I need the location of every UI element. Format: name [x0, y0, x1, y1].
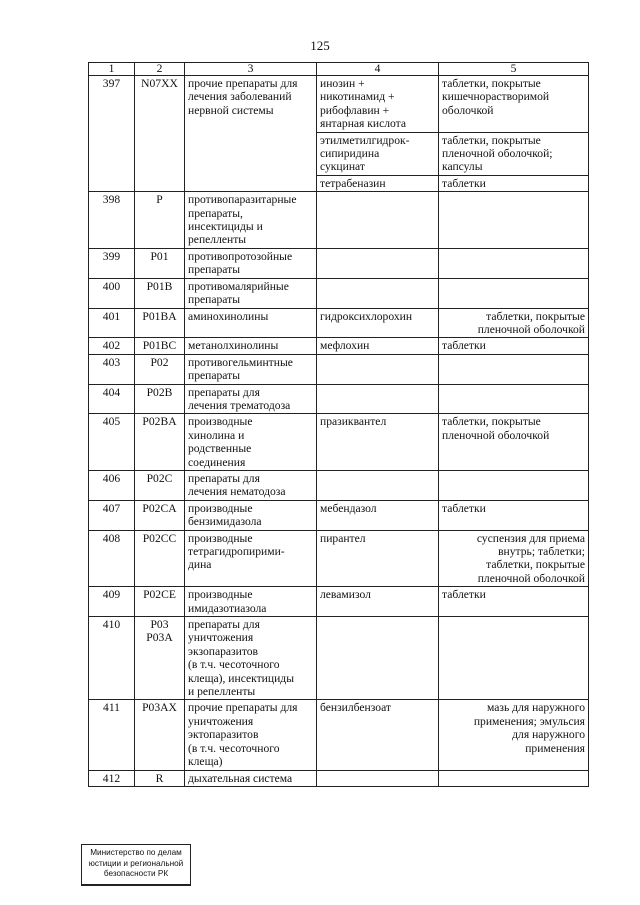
group-name-line: репелленты	[188, 233, 247, 247]
group-name-line: уничтожения	[188, 714, 254, 728]
dosage-form	[439, 530, 589, 587]
group-name-line: препараты для	[188, 618, 260, 632]
group-name-line: тетрагидропирими-	[188, 545, 285, 558]
table-row	[89, 470, 589, 500]
table-row	[89, 76, 589, 133]
group-name-line: препараты для	[188, 471, 260, 485]
substance-name-line: янтарная кислота	[320, 117, 407, 131]
table-row	[89, 414, 589, 471]
substance-name-line: инозин +	[320, 77, 365, 90]
group-name	[185, 338, 317, 354]
table-row	[89, 278, 589, 308]
row-number: 408	[89, 530, 135, 587]
group-name-line: дыхательная система	[188, 771, 293, 785]
table-row	[89, 770, 589, 786]
dosage-form-line: капсулы	[442, 160, 483, 174]
dosage-form	[439, 587, 589, 617]
drug-table	[88, 62, 589, 787]
group-name-line: препараты	[188, 293, 240, 307]
column-header: 1	[89, 63, 135, 76]
atc-code: R	[135, 770, 185, 786]
group-name-line: прочие препараты для	[188, 77, 298, 90]
group-name-line: лечения заболеваний	[188, 90, 292, 104]
stamp-line: Министерство по делам	[90, 848, 182, 857]
group-name-line: экзопаразитов	[188, 644, 259, 658]
dosage-form	[439, 617, 589, 700]
substance-name	[317, 338, 439, 354]
group-name-line: инсектициды и	[188, 220, 263, 234]
row-number: 412	[89, 770, 135, 786]
atc-code: P02	[135, 354, 185, 384]
row-number: 397	[89, 76, 135, 192]
group-name-line: клеща)	[188, 755, 223, 769]
substance-name	[317, 354, 439, 384]
dosage-form	[439, 175, 589, 191]
group-name	[185, 470, 317, 500]
group-name-line: прочие препараты для	[188, 701, 298, 715]
group-name-line: противомалярийные	[188, 279, 289, 293]
table-row	[89, 308, 589, 338]
substance-name-line: тетрабеназин	[320, 176, 386, 190]
group-name-line: соединения	[188, 455, 246, 469]
dosage-form-line: мазь для наружного	[487, 701, 585, 715]
dosage-form-line: таблетки	[442, 339, 486, 353]
group-name	[185, 192, 317, 249]
group-name-line: противогельминтные	[188, 355, 293, 369]
group-name	[185, 384, 317, 414]
dosage-form	[439, 470, 589, 500]
atc-code: P01BA	[135, 308, 185, 338]
substance-name-line: рибофлавин +	[320, 103, 390, 117]
substance-name-line: сукцинат	[320, 160, 365, 174]
atc-code: P	[135, 192, 185, 249]
group-name-line: родственные	[188, 442, 252, 456]
substance-name	[317, 770, 439, 786]
row-number: 407	[89, 500, 135, 530]
dosage-form	[439, 354, 589, 384]
table-row	[89, 384, 589, 414]
table-row	[89, 700, 589, 770]
row-number: 404	[89, 384, 135, 414]
atc-code: P02CC	[135, 530, 185, 587]
group-name-line: уничтожения	[188, 631, 254, 645]
substance-name-line: мефлохин	[320, 339, 370, 353]
atc-code: P02CE	[135, 587, 185, 617]
substance-name-line: мебендазол	[320, 501, 377, 515]
group-name	[185, 354, 317, 384]
group-name	[185, 530, 317, 587]
dosage-form-line: таблетки, покрытые	[442, 415, 541, 429]
group-name-line: препараты для	[188, 385, 260, 399]
substance-name-line: сипиридина	[320, 147, 380, 161]
group-name	[185, 770, 317, 786]
substance-name	[317, 700, 439, 770]
table-row	[89, 338, 589, 354]
group-name-line: клеща), инсектициды	[188, 671, 294, 685]
dosage-form-line: оболочкой	[442, 103, 494, 117]
group-name-line: нервной системы	[188, 103, 274, 117]
dosage-form-line: таблетки	[442, 501, 486, 515]
group-name-line: лечения трематодоза	[188, 398, 291, 412]
group-name-line: производные	[188, 531, 253, 545]
substance-name-line: бензилбензоат	[320, 701, 391, 715]
row-number: 410	[89, 617, 135, 700]
dosage-form-line: таблетки	[442, 588, 486, 602]
dosage-form	[439, 700, 589, 770]
substance-name	[317, 248, 439, 278]
table-row	[89, 192, 589, 249]
group-name-line: и репелленты	[188, 685, 256, 699]
stamp-line: безопасности РК	[103, 869, 169, 878]
table-row	[89, 248, 589, 278]
group-name	[185, 617, 317, 700]
substance-name	[317, 308, 439, 338]
dosage-form-line: таблетки	[442, 176, 486, 190]
substance-name-line: празиквантел	[320, 415, 387, 429]
group-name-line: производные	[188, 588, 253, 602]
group-name	[185, 500, 317, 530]
substance-name	[317, 132, 439, 175]
dosage-form	[439, 76, 589, 133]
dosage-form-line: таблетки, покрытые	[486, 558, 585, 572]
substance-name	[317, 414, 439, 471]
group-name-line: хинолина и	[188, 428, 245, 442]
atc-code: P02C	[135, 470, 185, 500]
substance-name	[317, 175, 439, 191]
dosage-form-line: кишечнорастворимой	[442, 90, 550, 104]
group-name-line: производные	[188, 415, 253, 429]
substance-name	[317, 192, 439, 249]
atc-code: N07XX	[135, 76, 185, 192]
dosage-form	[439, 414, 589, 471]
dosage-form	[439, 500, 589, 530]
group-name	[185, 587, 317, 617]
atc-code: P02B	[135, 384, 185, 414]
dosage-form-line: таблетки, покрытые	[442, 133, 541, 147]
substance-name	[317, 76, 439, 133]
column-header: 4	[317, 63, 439, 76]
dosage-form	[439, 248, 589, 278]
group-name-line: аминохинолины	[188, 309, 269, 323]
group-name-line: дина	[188, 558, 212, 572]
atc-code: P01B	[135, 278, 185, 308]
dosage-form-line: пленочной оболочкой;	[442, 147, 553, 161]
group-name-line: бензимидазола	[188, 515, 262, 529]
row-number: 409	[89, 587, 135, 617]
group-name-line: препараты,	[188, 206, 243, 220]
substance-name	[317, 500, 439, 530]
substance-name	[317, 530, 439, 587]
group-name	[185, 248, 317, 278]
dosage-form-line: внутрь; таблетки;	[498, 545, 585, 558]
group-name-line: лечения нематодоза	[188, 485, 286, 499]
substance-name	[317, 384, 439, 414]
atc-code: P01BC	[135, 338, 185, 354]
group-name-line: имидазотиазола	[188, 601, 267, 615]
atc-code: P02CA	[135, 500, 185, 530]
table-row	[89, 617, 589, 700]
ministry-stamp	[81, 844, 191, 886]
table-row	[89, 500, 589, 530]
column-header: 3	[185, 63, 317, 76]
dosage-form	[439, 308, 589, 338]
substance-name	[317, 470, 439, 500]
dosage-form	[439, 770, 589, 786]
row-number: 399	[89, 248, 135, 278]
table-row	[89, 354, 589, 384]
row-number: 406	[89, 470, 135, 500]
dosage-form	[439, 278, 589, 308]
dosage-form-line: для наружного	[512, 728, 585, 742]
row-number: 411	[89, 700, 135, 770]
page-number: 125	[310, 38, 330, 53]
dosage-form	[439, 132, 589, 175]
table-body	[89, 76, 589, 787]
group-name	[185, 414, 317, 471]
row-number: 400	[89, 278, 135, 308]
group-name-line: метанолхинолины	[188, 339, 279, 353]
row-number: 405	[89, 414, 135, 471]
substance-name	[317, 587, 439, 617]
substance-name-line: этилметилгидрок-	[320, 133, 410, 147]
row-number: 398	[89, 192, 135, 249]
row-number: 401	[89, 308, 135, 338]
group-name	[185, 76, 317, 192]
group-name-line: препараты	[188, 263, 240, 277]
row-number: 403	[89, 354, 135, 384]
group-name-line: противопаразитарные	[188, 193, 297, 207]
stamp-line: юстиции и региональной	[88, 858, 184, 868]
group-name	[185, 278, 317, 308]
atc-code: P03AX	[135, 700, 185, 770]
dosage-form-line: пленочной оболочкой	[477, 571, 585, 585]
dosage-form-line: применения; эмульсия	[473, 714, 585, 728]
column-header: 5	[439, 63, 589, 76]
dosage-form-line: таблетки, покрытые	[486, 309, 585, 323]
atc-code: P02BA	[135, 414, 185, 471]
dosage-form-line: пленочной оболочкой	[477, 322, 585, 336]
column-header: 2	[135, 63, 185, 76]
group-name-line: производные	[188, 501, 253, 515]
atc-code: P03 P03A	[135, 617, 185, 700]
dosage-form-line: пленочной оболочкой	[442, 428, 550, 442]
substance-name-line: гидроксихлорохин	[320, 309, 413, 323]
group-name	[185, 308, 317, 338]
group-name-line: (в т.ч. чесоточного	[188, 658, 280, 672]
atc-code: P01	[135, 248, 185, 278]
table-row	[89, 587, 589, 617]
group-name-line: препараты	[188, 369, 240, 383]
dosage-form-line: суспензия для приема	[476, 531, 585, 545]
substance-name-line: никотинамид +	[320, 90, 395, 104]
dosage-form	[439, 338, 589, 354]
substance-name-line: левамизол	[320, 588, 371, 602]
dosage-form-line: применения	[525, 741, 585, 755]
substance-name	[317, 617, 439, 700]
row-number: 402	[89, 338, 135, 354]
group-name	[185, 700, 317, 770]
dosage-form	[439, 192, 589, 249]
substance-name-line: пирантел	[320, 531, 366, 545]
dosage-form	[439, 384, 589, 414]
header-row	[89, 63, 589, 76]
group-name-line: противопротозойные	[188, 249, 293, 263]
group-name-line: (в т.ч. чесоточного	[188, 741, 280, 755]
table-row	[89, 530, 589, 587]
substance-name	[317, 278, 439, 308]
group-name-line: эктопаразитов	[188, 728, 259, 742]
dosage-form-line: таблетки, покрытые	[442, 77, 541, 90]
